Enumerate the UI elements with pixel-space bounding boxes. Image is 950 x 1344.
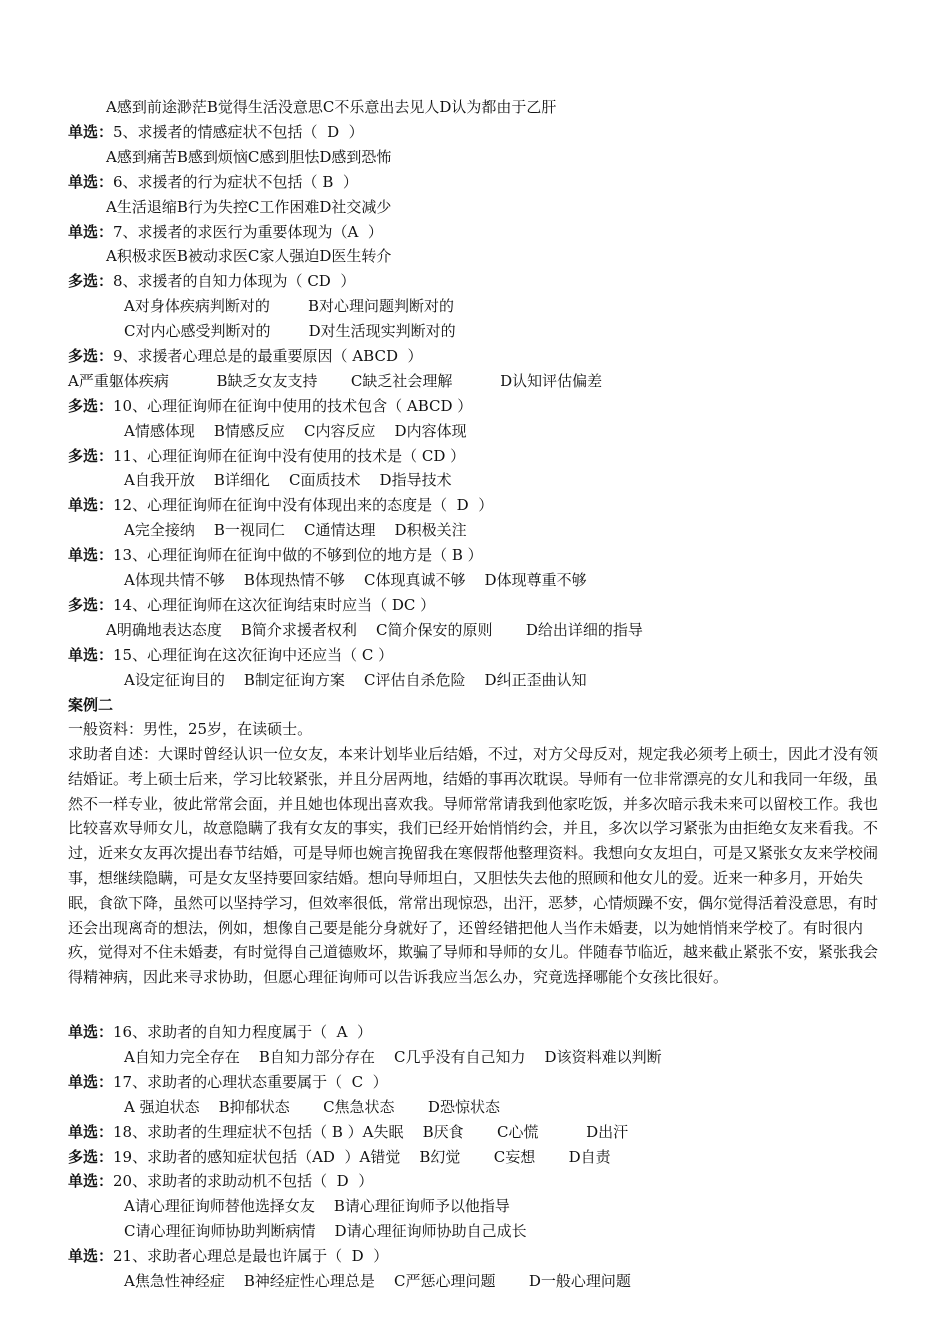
options-line [124,470,452,490]
options-text: A自我开放 B详细化 C面质技术 D指导技术 [124,471,452,489]
question-type: 单选： [68,173,114,191]
options-line [124,570,587,590]
question-text: 6、求援者的行为症状不包括（ B ） [113,173,358,191]
case-narrative: 求助者自述：大课时曾经认识一位女友，本来计划毕业后结婚，不过，对方父母反对，规定我必须考上硕士，因此才没有领结婚证。考上硕士后来，学习比较紧张，并且分居两地，结婚的事再次耽误。导师有一位非常漂亮的女儿和我同一年级，虽然不一样专业，彼此常常会面，并且她也体现出喜欢我。导师常常请我到他家吃饭，并多次暗示我未来可以留校工作。我也比较喜欢导师女儿，故意隐瞒了我有女友的事实，我们已经开始悄悄约会，并且，多次以学习紧张为由拒绝女友来看我。不过，近来女友再次提出春节结婚，可是导师也婉言挽留我在寒假帮他整理资料。我想向女友坦白，可是又紧张女友来学校闹事，想继续隐瞒，可是女友坚持要回家结婚。想向导师坦白，又胆怯失去他的照顾和他女儿的爱。近来一种多月，开始失眠，食欲下降，虽然可以坚持学习，但效率很低，常常出现惊恐，出汗，恶梦，心情烦躁不安，偶尔觉得活着没意思，有时还会出现离奇的想法，例如，想像自己要是能分身就好了，还曾经错把他人当作未婚妻，以为她悄悄来学校了。有时很内疚，觉得对不住未婚妻，有时觉得自己道德败坏，欺骗了导师和导师的女儿。伴随春节临近，越来截止紧张不安，紧张我会得精神病，因此来寻求协助，但愿心理征询师可以告诉我应当怎么办，究竟选择哪能个女孩比很好。 [68,745,879,987]
question-type: 单选： [68,1073,114,1091]
question-line [68,1246,388,1266]
question-text: 14、心理征询师在这次征询结束时应当（ DC ） [113,596,436,614]
options-text: A感到痛苦B感到烦恼C感到胆怯D感到恐怖 [106,148,392,166]
options-line [124,1097,500,1117]
basic-info: 一般资料：男性，25岁，在读硕士。 [68,720,313,738]
question-text: 13、心理征询师在征询中做的不够到位的地方是（ B ） [113,546,483,564]
question-type: 单选： [68,1023,114,1041]
options-line [124,670,587,690]
question-type: 单选： [68,1247,114,1265]
question-type: 多选： [68,272,114,290]
question-line [68,222,383,242]
question-line [68,1122,628,1142]
question-text: 18、求助者的生理症状不包括（ B ）A失眠 B厌食 C心慌 D出汗 [113,1123,629,1141]
question-type: 单选： [68,223,114,241]
options-line [124,321,456,341]
question-line [68,1147,611,1167]
options-text: C对内心感受判断对的 D对生活现实判断对的 [124,322,456,340]
options-line [106,620,643,640]
question-type: 单选： [68,546,114,564]
question-type: 单选： [68,1123,114,1141]
options-text: A 强迫状态 B抑郁状态 C焦急状态 D恐惊状态 [124,1098,500,1116]
options-text: A严重躯体疾病 B缺乏女友支持 C缺乏社会理解 D认知评估偏差 [68,372,603,390]
question-line [68,1022,372,1042]
question-line [68,645,393,665]
options-text: A焦急性神经症 B神经症性心理总是 C严惩心理问题 D一般心理问题 [124,1272,631,1290]
question-type: 单选： [68,1172,114,1190]
question-text: 11、心理征询师在征询中没有使用的技术是（ CD ） [113,447,466,465]
question-text: 21、求助者心理总是最也许属于（ D ） [113,1247,389,1265]
question-text: 15、心理征询在这次征询中还应当（ C ） [113,646,394,664]
question-text: 8、求援者的自知力体现为（ CD ） [113,272,356,290]
options-line [124,520,467,540]
options-text: A完全接纳 B一视同仁 C通情达理 D积极关注 [124,521,467,539]
options-line [124,421,467,441]
question-type: 单选： [68,646,114,664]
options-text: A积极求医B被动求医C家人强迫D医生转介 [106,247,392,265]
options-text: A对身体疾病判断对的 B对心理问题判断对的 [124,297,455,315]
question-text: 9、求援者心理总是的最重要原因（ ABCD ） [113,347,423,365]
question-text: 7、求援者的求医行为重要体现为（A ） [113,223,383,241]
question-text: 19、求助者的感知症状包括（AD ）A错觉 B幻觉 C妄想 D自责 [113,1148,611,1166]
options-line [106,197,391,217]
options-line [106,97,556,117]
question-type: 多选： [68,347,114,365]
question-text: 10、心理征询师在征询中使用的技术包含（ ABCD ） [113,397,473,415]
options-text: A请心理征询师替他选择女友 B请心理征询师予以他指导 [124,1197,510,1215]
options-text: A自知力完全存在 B自知力部分存在 C几乎没有自己知力 D该资料难以判断 [124,1048,662,1066]
options-line [124,1196,510,1216]
options-line [124,1047,662,1067]
question-text: 16、求助者的自知力程度属于（ A ） [113,1023,373,1041]
question-line [68,122,364,142]
options-text: A设定征询目的 B制定征询方案 C评估自杀危险 D纠正歪曲认知 [124,671,587,689]
options-line [68,371,602,391]
question-line [68,595,435,615]
options-line [106,246,391,266]
question-type: 单选： [68,123,114,141]
case-title: 案例二 [68,696,114,714]
options-text: C请心理征询师协助判断病情 D请心理征询师协助自己成长 [124,1222,527,1240]
question-line [68,545,483,565]
options-text: A感到前途渺茫B觉得生活没意思C不乐意出去见人D认为都由于乙肝 [106,98,557,116]
question-type: 单选： [68,496,114,514]
question-line [68,172,358,192]
question-text: 5、求援者的情感症状不包括（ D ） [113,123,364,141]
options-text: A生活退缩B行为失控C工作困难D社交减少 [106,198,392,216]
options-line [124,296,454,316]
options-line [124,1271,631,1291]
question-type: 多选： [68,596,114,614]
question-line [68,271,355,291]
question-type: 多选： [68,397,114,415]
question-line [68,495,493,515]
question-line [68,1171,373,1191]
question-line [68,446,465,466]
question-line [68,1072,388,1092]
question-type: 多选： [68,1148,114,1166]
question-line [68,396,472,416]
question-text: 20、求助者的求助动机不包括（ D ） [113,1172,374,1190]
options-text: A体现共情不够 B体现热情不够 C体现真诚不够 D体现尊重不够 [124,571,587,589]
options-line [124,1221,527,1241]
options-text: A明确地表达态度 B简介求援者权利 C简介保安的原则 D给出详细的指导 [106,621,643,639]
question-line [68,346,423,366]
options-text: A情感体现 B情感反应 C内容反应 D内容体现 [124,422,467,440]
question-text: 17、求助者的心理状态重要属于（ C ） [113,1073,388,1091]
options-line [106,147,391,167]
question-type: 多选： [68,447,114,465]
question-text: 12、心理征询师在征询中没有体现出来的态度是（ D ） [113,496,494,514]
